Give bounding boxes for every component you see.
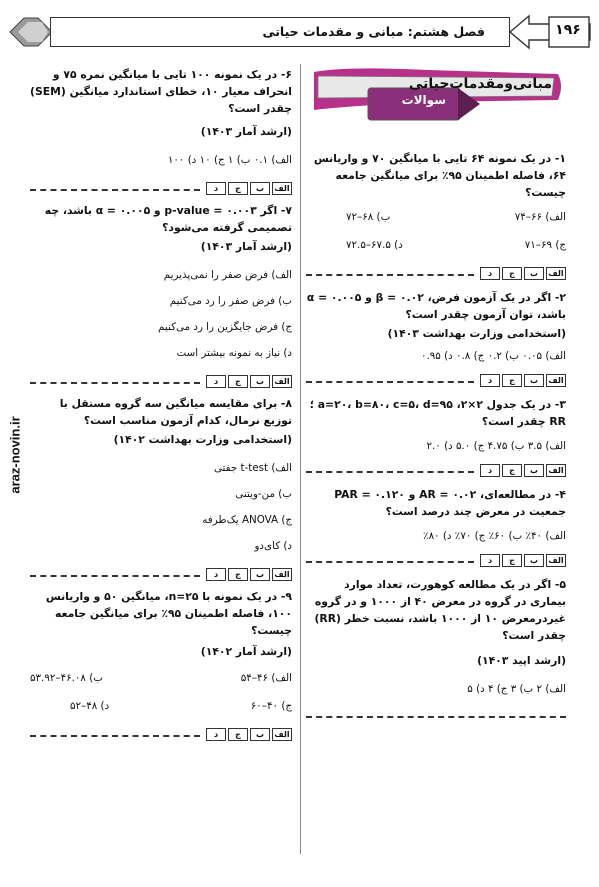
question-3: ۳- در یک جدول ۲×۲، a=۲۰، b=۸۰، c=۵، d=۹۵ ؛ RR چقدر است؟ <box>309 398 566 428</box>
answer-box-d[interactable]: د <box>480 267 500 280</box>
answer-box-d[interactable]: د <box>480 374 500 387</box>
question-3-options[interactable]: الف) ۳.۵ ب) ۴.۷۵ ج) ۵.۰ د) ۲.۰ <box>426 440 566 452</box>
answer-box-c[interactable]: ج <box>502 267 522 280</box>
answer-boxes <box>478 464 566 477</box>
answer-boxes <box>204 568 292 581</box>
answer-box-b[interactable]: ب <box>250 375 270 388</box>
answer-box-d[interactable]: د <box>206 375 226 388</box>
question-1-options-row1 <box>306 211 566 223</box>
answer-box-b[interactable]: ب <box>524 374 544 387</box>
answer-box-d[interactable]: د <box>206 182 226 195</box>
answer-box-c[interactable]: ج <box>228 182 248 195</box>
option-a[interactable]: الف) ۶۶–۷۴ <box>514 211 566 223</box>
question-6: ۶- در یک نمونه ۱۰۰ تایی با میانگین نمره ۷۵ و انحراف معیار ۱۰، خطای استاندارد میانگین (SEM) چقدر است؟ <box>30 68 292 115</box>
question-4-options[interactable]: الف) ۴۰٪ ب) ۶۰٪ ج) ۷۰٪ د) ۸۰٪ <box>423 530 566 542</box>
option-c[interactable]: ج) ۴۰–۶۰ <box>250 700 292 712</box>
question-1: ۱- در یک نمونه ۶۴ تایی با میانگین ۷۰ و واریانس ۶۴، فاصله اطمینان ۹۵٪ برای میانگین جامعه چیست؟ <box>313 152 566 199</box>
answer-separator <box>306 554 566 568</box>
question-8: ۸- برای مقایسه میانگین سه گروه مستقل با توزیع نرمال، کدام آزمون مناسب است؟ <box>59 397 292 427</box>
question-8-option-d[interactable]: د) کای‌دو <box>254 540 292 552</box>
question-8-option-a[interactable]: الف) t-test جفتی <box>213 462 292 474</box>
page-header <box>8 14 591 50</box>
answer-box-d[interactable]: د <box>206 568 226 581</box>
answer-box-b[interactable]: ب <box>250 568 270 581</box>
question-8-option-b[interactable]: ب) من-ویتنی <box>235 488 292 500</box>
question-9-options-row2 <box>30 700 292 712</box>
right-column <box>306 66 566 723</box>
answer-box-a[interactable]: الف <box>272 375 292 388</box>
banner-title: مبانی‌ومقدمات‌حیاتی <box>408 76 552 92</box>
option-b[interactable]: ب) ۶۸–۷۲ <box>346 211 391 223</box>
option-b[interactable]: ب) ۴۶.۰۸–۵۳.۹۲ <box>30 672 103 684</box>
page-number: ۱۹۶ <box>555 22 581 38</box>
question-8-source: (استخدامی وزارت بهداشت ۱۴۰۲) <box>113 433 292 446</box>
answer-box-c[interactable]: ج <box>502 554 522 567</box>
answer-boxes <box>204 728 292 741</box>
answer-box-b[interactable]: ب <box>250 182 270 195</box>
section-banner <box>308 66 566 136</box>
answer-box-c[interactable]: ج <box>228 375 248 388</box>
question-9-source: (ارشد آمار ۱۴۰۲) <box>200 645 292 658</box>
option-c[interactable]: ج) ۶۹–۷۱ <box>524 239 566 251</box>
answer-separator <box>30 568 292 582</box>
answer-box-b[interactable]: ب <box>250 728 270 741</box>
answer-box-a[interactable]: الف <box>546 374 566 387</box>
site-url: araz-novin.ir <box>7 416 23 494</box>
column-divider <box>300 64 301 854</box>
question-7-option-b[interactable]: ب) فرض صفر را رد می‌کنیم <box>169 295 292 307</box>
question-7-source: (ارشد آمار ۱۴۰۳) <box>200 240 292 253</box>
answer-separator <box>30 728 292 742</box>
site-watermark <box>6 390 24 520</box>
chapter-title-box <box>50 17 510 47</box>
chapter-title: فصل هشتم: مبانی و مقدمات حیاتی <box>262 24 485 39</box>
answer-box-b[interactable]: ب <box>524 464 544 477</box>
question-5-options[interactable]: الف) ۲ ب) ۳ ج) ۴ د) ۵ <box>467 683 566 695</box>
answer-boxes <box>478 554 566 567</box>
answer-box-d[interactable]: د <box>480 554 500 567</box>
answer-box-a[interactable]: الف <box>272 182 292 195</box>
answer-box-c[interactable]: ج <box>228 728 248 741</box>
answer-box-d[interactable]: د <box>480 464 500 477</box>
option-d[interactable]: د) ۶۷.۵–۷۲.۵ <box>346 239 403 251</box>
answer-separator <box>306 464 566 478</box>
question-9: ۹- در یک نمونه با ۲۵=n، میانگین ۵۰ و واریانس ۱۰۰، فاصله اطمینان ۹۵٪ برای میانگین جامعه چیست؟ <box>45 590 292 637</box>
answer-box-c[interactable]: ج <box>228 568 248 581</box>
diamond-arrow-icon <box>8 16 54 48</box>
question-2: ۲- اگر در یک آزمون فرض، ۰.۰۲ = β و ۰.۰۰۵ = α باشد، توان آزمون چقدر است؟ <box>306 291 566 321</box>
answer-box-a[interactable]: الف <box>546 554 566 567</box>
answer-box-b[interactable]: ب <box>524 554 544 567</box>
banner-subtitle: سوالات <box>401 93 446 107</box>
option-d[interactable]: د) ۴۸–۵۲ <box>70 700 110 712</box>
answer-box-c[interactable]: ج <box>502 464 522 477</box>
answer-box-c[interactable]: ج <box>502 374 522 387</box>
answer-boxes <box>478 267 566 280</box>
answer-box-a[interactable]: الف <box>546 267 566 280</box>
answer-boxes <box>204 375 292 388</box>
answer-separator <box>306 267 566 281</box>
page-number-tab <box>509 14 591 50</box>
question-7: ۷- اگر ۰.۰۰۳ = p-value و ۰.۰۰۵ = α باشد، چه تصمیمی گرفته می‌شود؟ <box>44 204 292 234</box>
answer-box-d[interactable]: د <box>206 728 226 741</box>
question-7-option-d[interactable]: د) نیاز به نمونه بیشتر است <box>176 347 292 359</box>
question-6-source: (ارشد آمار ۱۴۰۳) <box>200 125 292 138</box>
question-5: ۵- اگر در یک مطالعه کوهورت، تعداد موارد بیماری در گروه در معرض ۴۰ از ۱۰۰۰ و در گروه غیردرمعرض ۱۰ از ۱۰۰۰ باشد، نسبت خطر (RR) چقدر است؟ <box>314 578 566 642</box>
answer-boxes <box>204 182 292 195</box>
question-7-option-a[interactable]: الف) فرض صفر را نمی‌پذیریم <box>163 269 292 281</box>
question-2-options[interactable]: الف) ۰.۰۵ ب) ۰.۲ ج) ۰.۸ د) ۰.۹۵ <box>420 350 566 362</box>
question-9-options-row1 <box>30 672 292 684</box>
answer-separator <box>306 374 566 388</box>
question-7-option-c[interactable]: ج) فرض جایگزین را رد می‌کنیم <box>158 321 292 333</box>
answer-box-b[interactable]: ب <box>524 267 544 280</box>
answer-box-a[interactable]: الف <box>272 728 292 741</box>
answer-separator <box>30 375 292 389</box>
question-1-options-row2 <box>306 239 566 251</box>
answer-box-a[interactable]: الف <box>546 464 566 477</box>
question-6-options[interactable]: الف) ۰.۱ ب) ۱ ج) ۱۰ د) ۱۰۰ <box>167 154 292 166</box>
left-column <box>30 66 292 742</box>
answer-separator <box>30 182 292 196</box>
option-a[interactable]: الف) ۴۶–۵۴ <box>240 672 292 684</box>
question-4: ۴- در مطالعه‌ای، ۰.۰۲ = AR و ۰.۱۲۰ = PAR جمعیت در معرض چند درصد است؟ <box>334 488 566 518</box>
question-5-source: (ارشد اپید ۱۴۰۳) <box>477 654 566 667</box>
answer-box-a[interactable]: الف <box>272 568 292 581</box>
answer-separator <box>306 709 566 723</box>
answer-boxes <box>478 374 566 387</box>
question-2-source: (استخدامی وزارت بهداشت ۱۴۰۳) <box>387 327 566 340</box>
question-8-option-c[interactable]: ج) ANOVA یک‌طرفه <box>202 514 292 526</box>
